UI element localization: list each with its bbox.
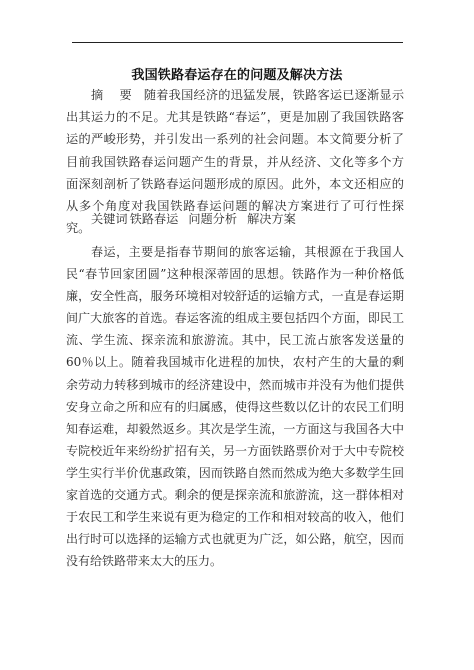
keywords-line — [66, 208, 404, 230]
keyword-item: 解决方案 — [247, 212, 296, 226]
header-rule — [72, 42, 403, 43]
document-title: 我国铁路春运存在的问题及解决方法 — [131, 68, 343, 83]
keywords-label: 关键词 — [91, 212, 128, 226]
body-paragraph: 春运，主要是指春节期间的旅客运输，其根源在于我国人民“春节回家团圆”这种根深蒂固的思想。铁路作为一种价格低廉，安全性高，服务环境相对较舒适的运输方式，一直是春运期间广大旅客的首选。春运客流的组成主要包括四个方面，即民工流、学生流、探亲流和旅游流。其中，民工流占旅客发送量的60％以上。随着我国城市化进程的加快，农村产生的大量的剩余劳动力转移到城市的经济建设中，然而城市并没有为他们提供安身立命之所和应有的归属感，使得这些数以亿计的农民工们明知春运难，却毅然返乡。其次是学生流，一方面这与我国各大中专院校近年来纷纷扩招有关，另一方面铁路票价对于大中专院校学生实行半价优惠政策，因而铁路自然而然成为绝大多数学生回家首选的交通方式。剩余的便是探亲流和旅游流，这一群体相对于农民工和学生来说有更为稳定的工作和相对较高的收入，他们出行时可以选择的运输方式也就更为广泛，如公路，航空，因而没有给铁路带来太大的压力。 — [66, 245, 404, 569]
keyword-item: 铁路春运 — [129, 212, 179, 226]
abstract-text: 随着我国经济的迅猛发展，铁路客运已逐渐显示出其运力的不足。尤其是铁路“春运”，更是加剧了我国铁路客运的严峻形势，并引发出一系列的社会问题。本文简要分析了目前我国铁路春运问题产生的背景，并从经济、文化等多个方面深刻剖析了铁路春运问题形成的原因。此外，本文还相应的从多个角度对我国铁路春运问题的解决方案进行了可行性探究。 — [66, 88, 405, 236]
keyword-item: 问题分析 — [188, 212, 238, 226]
abstract-label: 摘 要 — [91, 88, 138, 102]
